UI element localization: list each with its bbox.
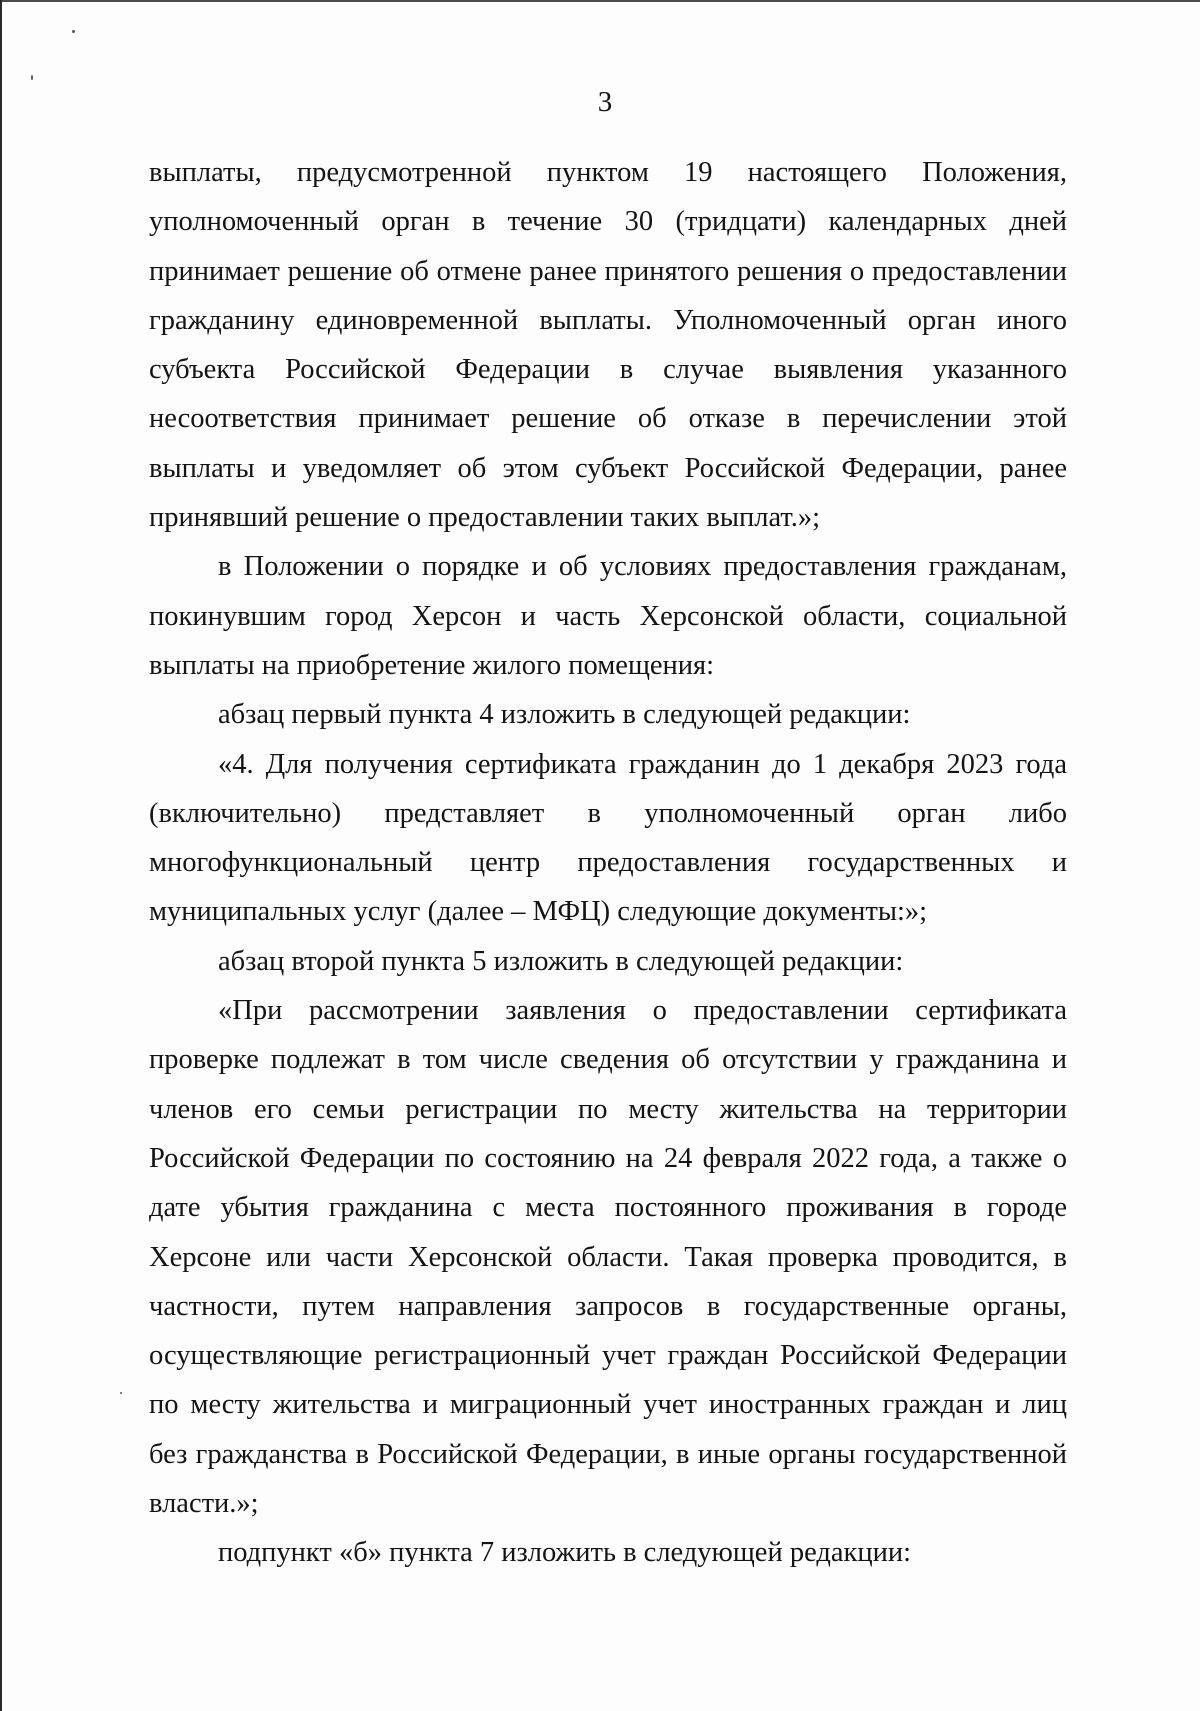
paragraph-point-4-text: «4. Для получения сертификата гражданин до 1 декабря 2023 года (включительно) представляет в уполномоченный орган либо многофункциональный центр предоставления государственных и муниципальных услуг (далее – МФЦ) следующие документы:»; <box>149 748 1067 928</box>
document-body <box>149 148 1067 1578</box>
paragraph-continuation: выплаты, предусмотренной пунктом 19 настоящего Положения, уполномоченный орган в течение 30 (тридцати) календарных дней принимает решение об отмене ранее принятого решения о предоставлении гражданину единовременной выплаты. Уполномоченный орган иного субъекта Российской Федерации в случае выявления указанного несоответствия принимает решение об отказе в перечислении этой выплаты и уведомляет об этом субъект Российской Федерации, ранее принявший решение о предоставлении таких выплат.»; <box>149 157 1067 534</box>
paragraph-amend-point-4: абзац первый пункта 4 изложить в следующей редакции: <box>218 699 911 731</box>
paragraph-amend-point-5: абзац второй пункта 5 изложить в следующей редакции: <box>218 945 904 977</box>
paragraph-regulation-intro: в Положении о порядке и об условиях предоставления гражданам, покинувшим город Херсон и часть Херсонской области, социальной выплаты на приобретение жилого помещения: <box>149 551 1067 681</box>
scan-speck <box>120 1392 122 1394</box>
scan-speck <box>31 75 33 80</box>
scan-edge-left <box>0 0 2 1711</box>
paragraph-amend-point-7: подпункт «б» пункта 7 изложить в следующей редакции: <box>218 1537 912 1569</box>
paragraph-point-5-text: «При рассмотрении заявления о предоставлении сертификата проверке подлежат в том числе сведения об отсутствии у гражданина и членов его семьи регистрации по месту жительства на территории Российской Федерации по состоянию на 24 февраля 2022 года, а также о дате убытия гражданина с места постоянного проживания в городе Херсоне или части Херсонской области. Такая проверка проводится, в частности, путем направления запросов в государственные органы, осуществляющие регистрационный учет граждан Российской Федерации по месту жительства и миграционный учет иностранных граждан и лиц без гражданства в Российской Федерации, в иные органы государственной власти.»; <box>149 995 1067 1520</box>
scan-edge-top <box>0 0 1200 2</box>
page-number: 3 <box>597 86 613 118</box>
scan-speck <box>72 30 75 33</box>
